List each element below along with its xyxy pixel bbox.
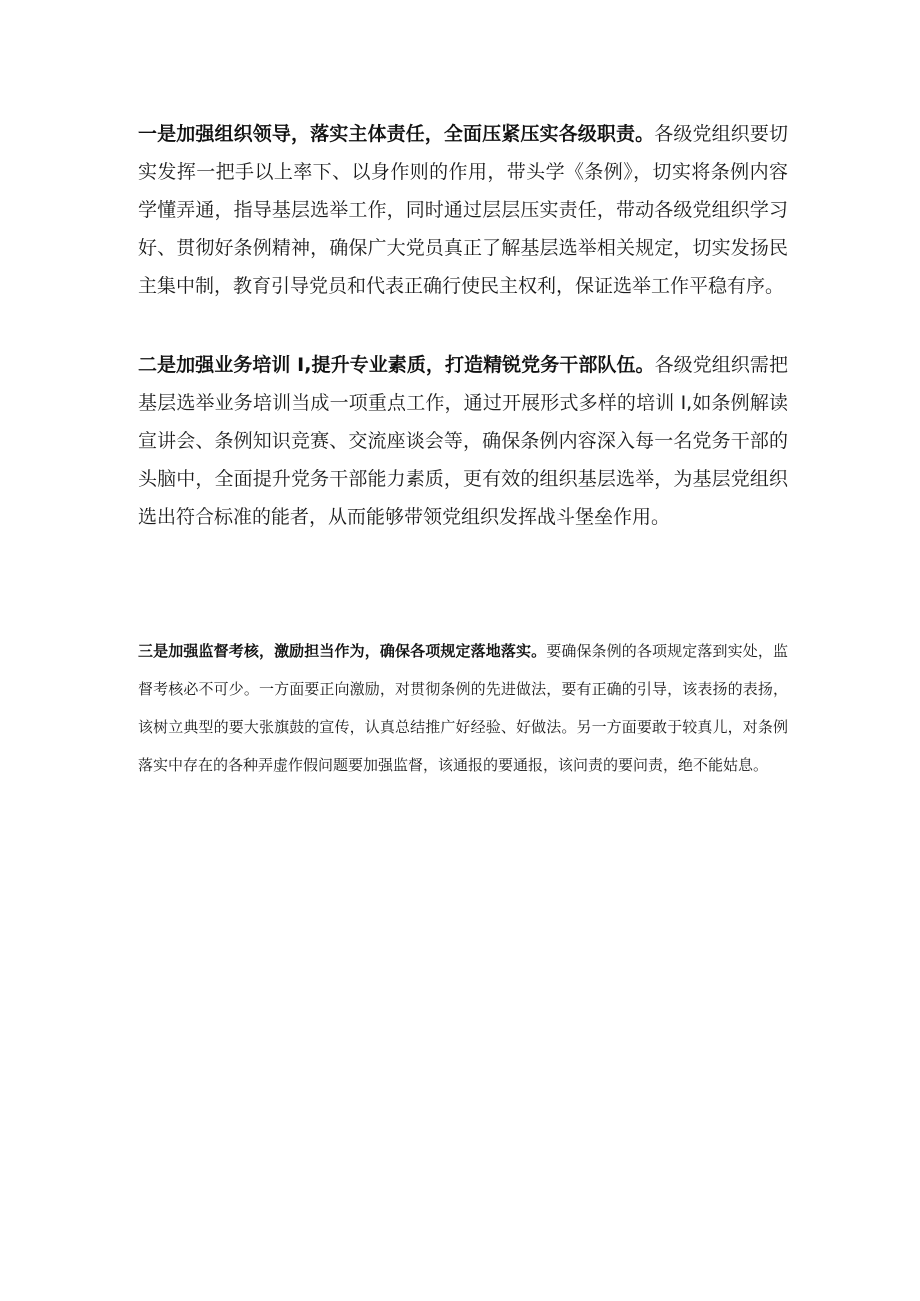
paragraph-1-lead: 一是加强组织领导，落实主体责任，全面压紧压实各级职责。 [138, 123, 655, 145]
paragraph-1-body: 各级党组织要切实发挥一把手以上率下、以身作则的作用，带头学《条例》，切实将条例内容学懂弄通，指导基层选举工作，同时通过层层压实责任，带动各级党组织学习好、贯彻好条例精神，确保广大党员真正了解基层选举相关规定，切实发扬民主集中制，教育引导党员和代表正确行使民主权利，保证选举工作平稳有序。 [138, 123, 788, 297]
paragraph-2-body: 各级党组织需把基层选举业务培训当成一项重点工作，通过开展形式多样的培训 I,如条例解读宣讲会、条例知识竞赛、交流座谈会等，确保条例内容深入每一名党务干部的头脑中，全面提升党务干部能力素质，更有效的组织基层选举，为基层党组织选出符合标准的能者，从而能够带领党组织发挥战斗堡垒作用。 [138, 354, 788, 528]
paragraph-2-lead: 二是加强业务培训 I,提升专业素质，打造精锐党务干部队伍。 [138, 354, 655, 376]
paragraph-3 [138, 632, 788, 784]
paragraph-3-body: 要确保条例的各项规定落到实处，监督考核必不可少。一方面要正向激励，对贯彻条例的先进做法，要有正确的引导，该表扬的表扬，该树立典型的要大张旗鼓的宣传，认真总结推广好经验、好做法。另一方面要敢于较真儿，对条例落实中存在的各种弄虚作假问题要加强监督，该通报的要通报，该问责的要问责，绝不能姑息。 [138, 642, 788, 774]
paragraph-3-lead: 三是加强监督考核，激励担当作为，确保各项规定落地落实。 [138, 642, 547, 660]
paragraph-1 [138, 115, 788, 305]
paragraph-2 [138, 346, 788, 536]
